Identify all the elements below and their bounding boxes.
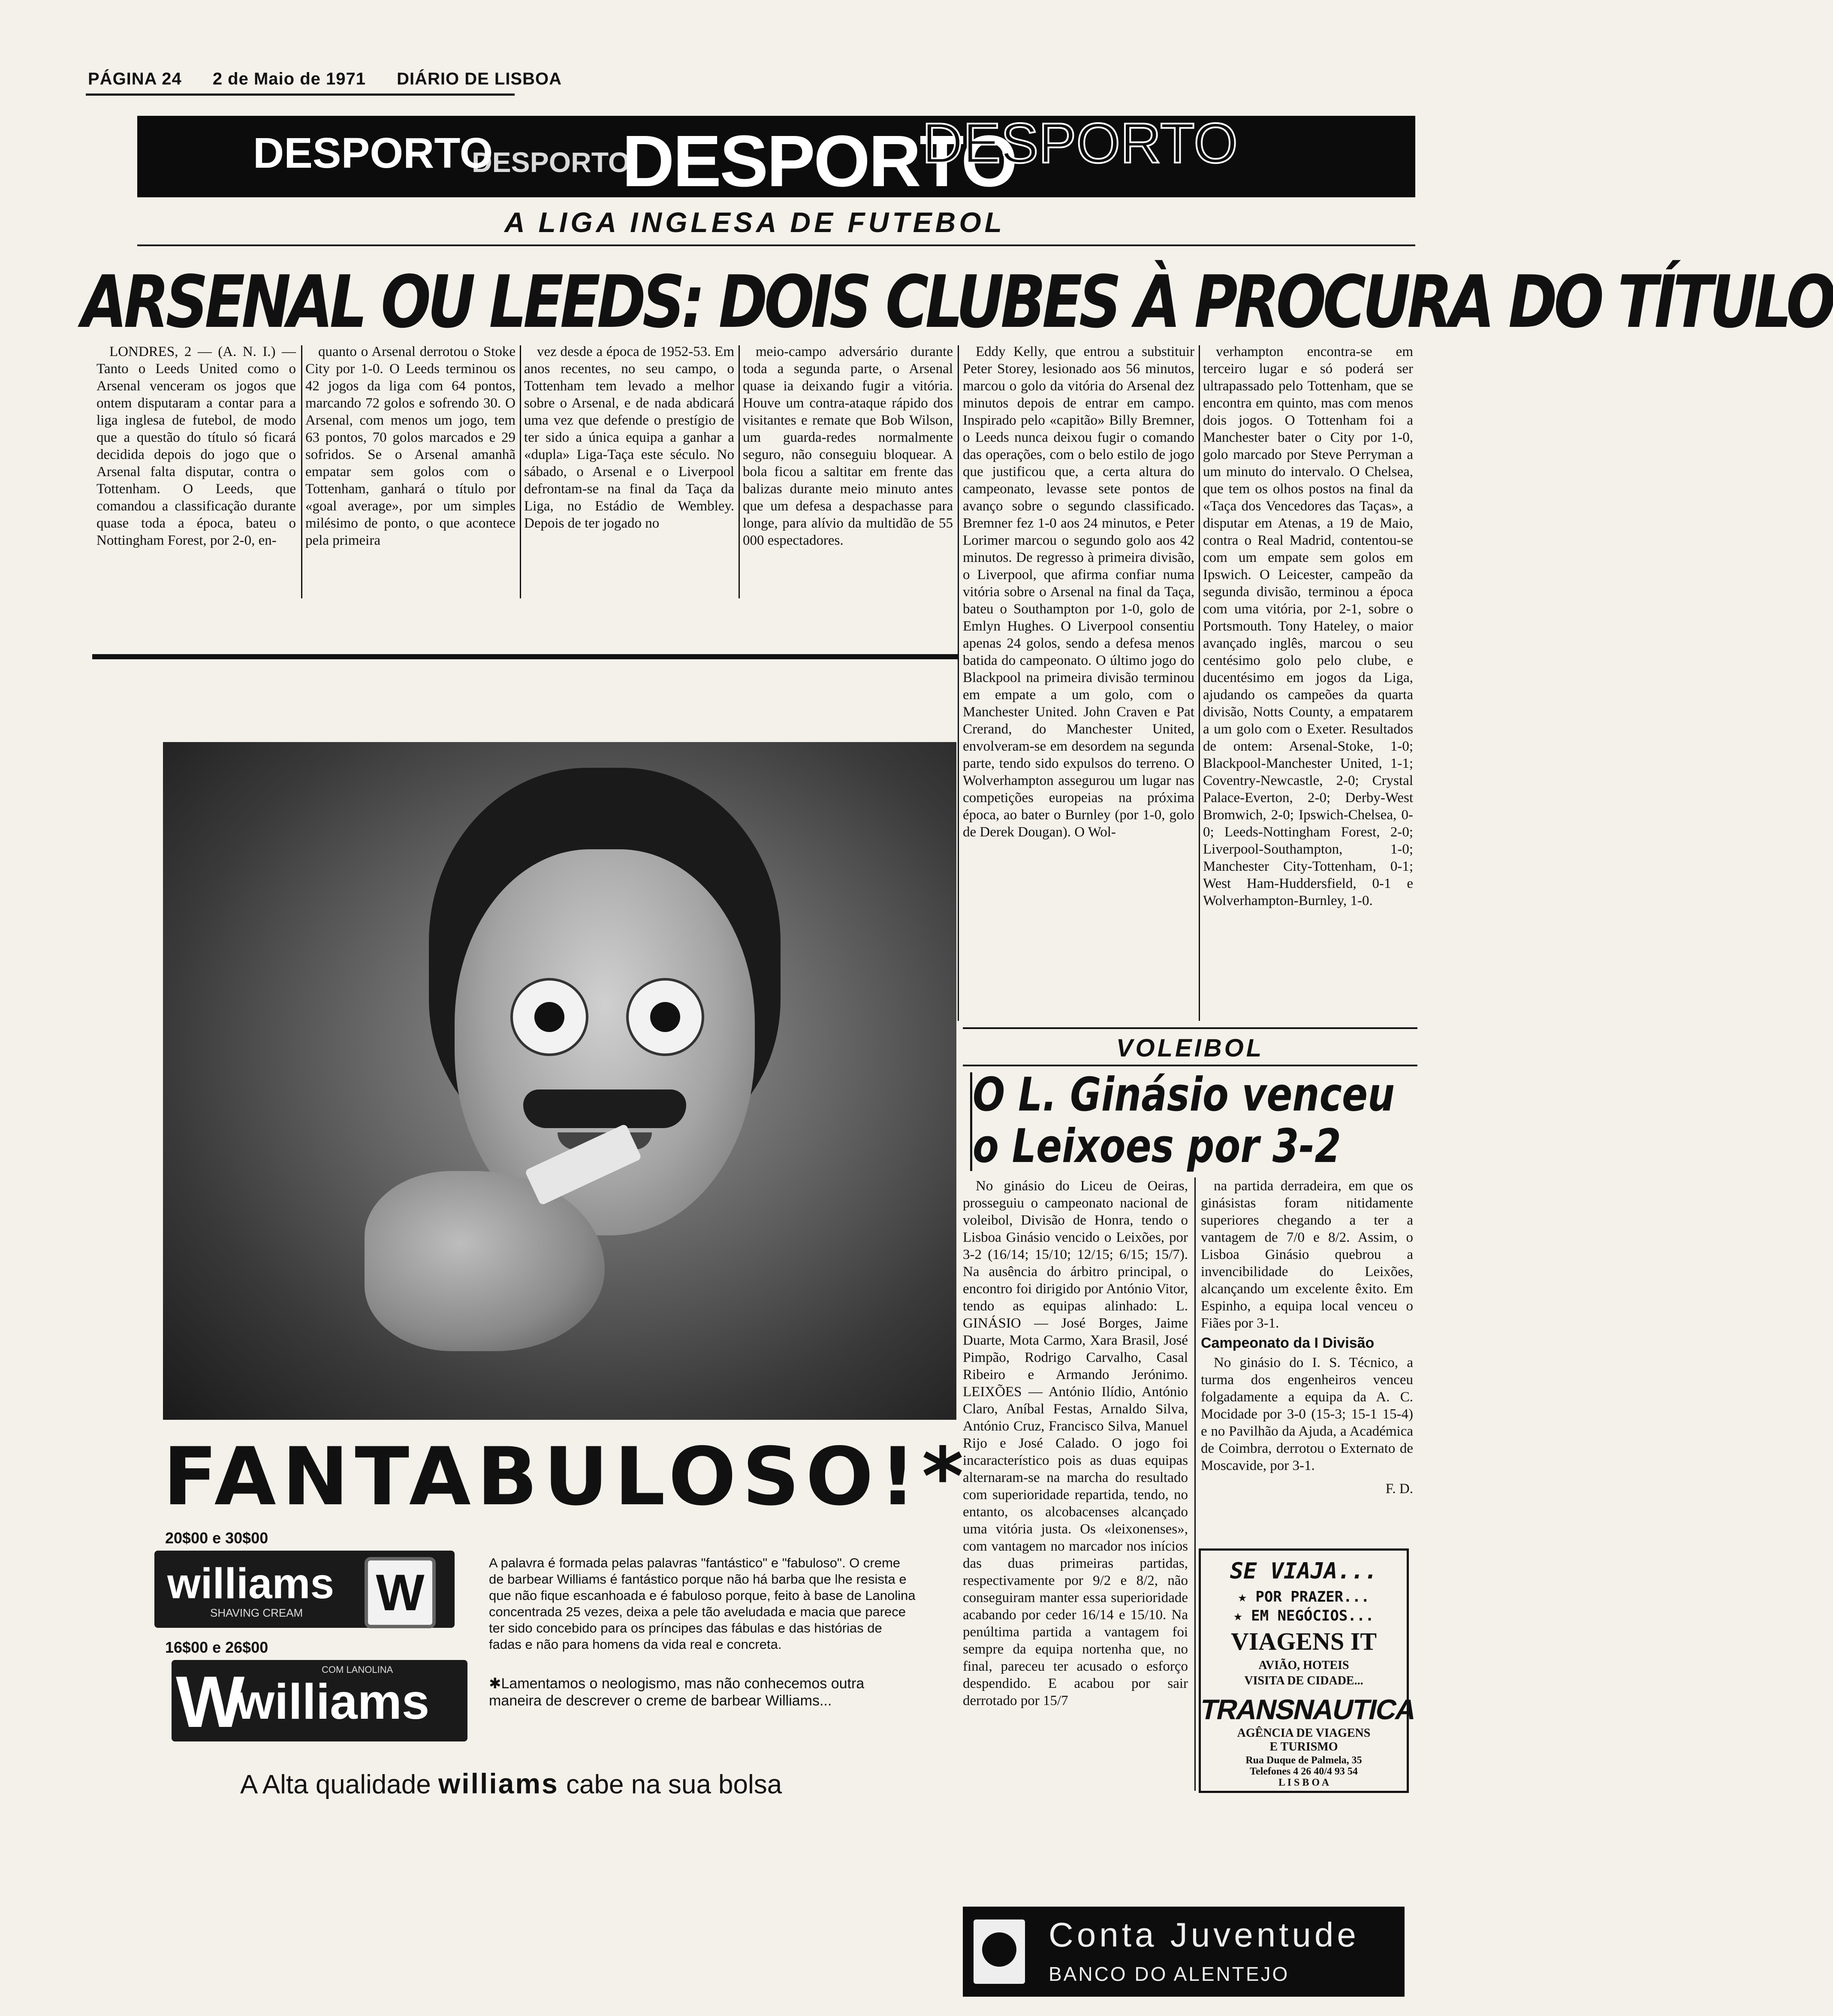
travel-line-7: AGÊNCIA DE VIAGENS: [1237, 1726, 1371, 1740]
column-rule: [301, 345, 302, 598]
column-rule: [739, 345, 740, 598]
slogan-part-b: qualidade: [315, 1770, 431, 1799]
travel-line-6: VISITA DE CIDADE...: [1244, 1674, 1363, 1687]
voleibol-headline-2: o Leixoes por 3-2: [973, 1120, 1341, 1173]
newspaper-name: DIÁRIO DE LISBOA: [397, 69, 562, 88]
travel-line-1: SE VIAJA...: [1230, 1558, 1378, 1584]
column-rule: [520, 345, 521, 598]
voleibol-column-2: [1201, 1177, 1413, 1497]
voleibol-kicker: VOLEIBOL: [1116, 1034, 1264, 1062]
photo-pupil: [534, 1002, 564, 1032]
article-headline: ARSENAL OU LEEDS: DOIS CLUBES À PROCURA DO TÍTULO: [81, 260, 1833, 344]
ad-separator: [92, 654, 959, 659]
article-text-3: vez desde a época de 1952-53. Em anos recentes, no seu campo, o Tottenham tem levado a melhor sobre o Arsenal, e de nada abdicará uma vez que defende o prestígio de ter sido a única equipa a ganhar a «dupla» Liga-Taça este século. No sábado, o Arsenal e o Liverpool defrontam-se na final da Taça da Liga, no Estádio de Wembley. Depois de ter jogado no: [524, 344, 734, 531]
tube-brand: williams: [236, 1674, 430, 1729]
article-text-2: quanto o Arsenal derrotou o Stoke City por 1-0. O Leeds terminou os 42 jogos da liga com 64 pontos, marcando 72 golos e sofrendo 30. O Arsenal, com menos um jogo, tem 63 pontos, 70 golos marcados e 29 sofridos. Se o Arsenal amanhã empatar sem golos com o Tottenham, ganhará o título por «goal average», por um simples milésimo de ponto, o que acontece pela primeira: [305, 344, 516, 548]
margin-bleed: [1475, 77, 1510, 1107]
article-column-1: [96, 343, 296, 549]
article-column-3: [524, 343, 734, 532]
article-kicker: A LIGA INGLESA DE FUTEBOL: [504, 206, 1005, 238]
banner-text-1: DESPORTO: [253, 129, 493, 177]
banner-text-2: DESPORTO: [472, 146, 630, 178]
banner-text-4: DESPORTO: [922, 112, 1238, 175]
photo-mustache: [523, 1089, 686, 1128]
bank-logo-icon: [974, 1919, 1025, 1984]
tube-subtitle: SHAVING CREAM: [210, 1606, 303, 1619]
article-text-1: LONDRES, 2 — (A. N. I.) — Tanto o Leeds United como o Arsenal venceram os jogos que ontem disputaram a contar para a liga inglesa de futebol, de modo que a questão do título só ficará decidida depois do jogo que o Arsenal falta disputar, contra o Tottenham. O Leeds, que comandou a classificação durante quase toda a época, bateu o Nottingham Forest, por 2-0, en-: [96, 344, 296, 548]
banner-text-3: DESPORTO: [622, 121, 1016, 202]
voleibol-text-1: No ginásio do Liceu de Oeiras, prosseguiu o campeonato nacional de voleibol, Divisão de Honra, tendo o Lisboa Ginásio vencido o Leixões, por 3-2 (16/14; 15/10; 12/15; 6/15; 15/7). Na ausência do árbitro principal, o encontro foi dirigido por António Vitor, tendo as equipas alinhado: L. GINÁSIO — José Borges, Jaime Duarte, Mota Carmo, Xara Brasil, José Pimpão, Rodrigo Carvalho, Casal Ribeiro e Armando Jerónimo. LEIXÕES — António Ilídio, António Claro, Aníbal Festas, Arnaldo Silva, António Cruz, Francisco Silva, Manuel Rijo e José Calado. O jogo foi incaracterístico pois as duas equipas alternaram-se na marcha do resultado com superioridade repartida, tendo, no entanto, os alcobacenses alcançado uma vitória justa. Os «leixonenses», com vantagem no marcador nos inícios das duas primeiras partidas, respectivamente por 9/2 e 8/2, não conseguiram manter essa superioridade acabando por ceder 16/14 e 15/10. Na penúltima partida a vantagem foi sempre da equipa nortenha que, no final, pareceu ter acusado o esforço despendido. E acabou por sair derrotado por 15/7: [963, 1178, 1188, 1708]
bank-ad-name: BANCO DO ALENTEJO: [1049, 1963, 1290, 1985]
product-tube-1: [154, 1551, 455, 1628]
page-number: PÁGINA 24: [88, 69, 182, 88]
article-column-4: [743, 343, 953, 549]
travel-ad: [1197, 1548, 1419, 1793]
voleibol-text-2b: No ginásio do I. S. Técnico, a turma dos engenheiros venceu folgadamente a equipa da A. C. Mocidade por 3-0 (15-3; 15-1 15-4) e no Pavilhão da Ajuda, a Académica de Coimbra, derrotou o Externato de Moscavide, por 3-1.: [1201, 1355, 1413, 1473]
article-column-2: [305, 343, 516, 549]
travel-brand: TRANSNAUTICA: [1197, 1693, 1419, 1725]
photo-eye-right: [626, 978, 704, 1056]
slogan-brand: williams: [438, 1768, 559, 1799]
slogan-part-a: A Alta: [240, 1770, 308, 1799]
headline-rule: [970, 1072, 972, 1171]
bank-logo-mark: [982, 1932, 1016, 1967]
travel-line-11: L I S B O A: [1278, 1777, 1330, 1788]
advert-body: A palavra é formada pelas palavras "fantástico" e "fabuloso". O creme de barbear Williams é fantástico porque não há barba que lhe resista e que não fique escanhoada e é fabuloso porque, feito à base de Lanolina concentrada 25 vezes, deixa a pele tão aveludada e macia que parece ter sido concebido para os príncipes das fábulas e das histórias de fadas e não para homens da vida real e concreta.: [489, 1555, 916, 1652]
folio-rule: [86, 94, 515, 96]
column-rule: [1194, 1177, 1196, 1791]
photo-eye-left: [510, 978, 588, 1056]
bank-ad-title: Conta Juventude: [1049, 1916, 1360, 1954]
tube-logo: W: [365, 1557, 436, 1628]
folio: [88, 69, 588, 89]
photo-pupil: [650, 1002, 680, 1032]
travel-line-9: Rua Duque de Palmela, 35: [1245, 1755, 1362, 1766]
advert-photo: [163, 742, 956, 1420]
voleibol-signature: F. D.: [1385, 1481, 1413, 1497]
bank-ad: [963, 1907, 1405, 1997]
slogan-part-d: cabe na sua bolsa: [566, 1770, 782, 1799]
travel-line-5: AVIÃO, HOTEIS: [1258, 1659, 1349, 1672]
travel-line-3: ★ EM NEGÓCIOS...: [1233, 1607, 1374, 1624]
travel-line-8: E TURISMO: [1269, 1740, 1338, 1753]
article-column-5: [963, 343, 1194, 841]
section-rule: [963, 1065, 1417, 1066]
article-column-6: [1203, 343, 1413, 909]
voleibol-text-2: na partida derradeira, em que os ginásistas foram nitidamente superiores chegando a ter a vantagem de 7/0 e 8/2. Assim, o Lisboa Ginásio quebrou a invencibilidade do Leixões, alcançando um excelente êxito. Em Espinho, a equipa local venceu o Fiães por 3-1.: [1201, 1178, 1413, 1331]
section-rule: [963, 1027, 1417, 1029]
tube-brand: williams: [167, 1560, 335, 1608]
kicker-rule: [137, 244, 1415, 246]
tube-logo-letter: W: [176, 1661, 245, 1743]
article-text-4: meio-campo adversário durante toda a segunda parte, o Arsenal quase ia deixando fugir a vitória. Houve um contra-ataque rápido dos visitantes e remate que Bob Wilson, um guarda-redes normalmente seguro, não conseguiu bloquear. A bola ficou a saltitar em frente das balizas durante meio minuto antes que um defesa a despachasse para longe, para alívio da multidão de 55 000 espectadores.: [743, 344, 953, 548]
advert-headline: FANTABULOSO!*: [163, 1430, 970, 1523]
issue-date: 2 de Maio de 1971: [212, 69, 366, 88]
advert-footnote: ✱Lamentamos o neologismo, mas não conhecemos outra maneira de descrever o creme de barbear Williams...: [489, 1675, 865, 1709]
travel-line-2: ★ POR PRAZER...: [1238, 1588, 1370, 1606]
travel-line-4: VIAGENS IT: [1230, 1627, 1377, 1655]
price-label-2: 16$00 e 26$00: [165, 1639, 268, 1656]
product-tube-2: [172, 1660, 467, 1741]
voleibol-headline-1: O L. Ginásio venceu: [973, 1068, 1395, 1122]
voleibol-column-1: [963, 1177, 1188, 1709]
tube-subtitle: COM LANOLINA: [322, 1664, 393, 1675]
section-banner: [137, 112, 1415, 202]
voleibol-subhead: Campeonato da I Divisão: [1201, 1335, 1375, 1351]
column-rule: [1199, 345, 1200, 1021]
price-label-1: 20$00 e 30$00: [165, 1529, 268, 1547]
column-rule: [958, 345, 959, 1021]
travel-line-10: Telefones 4 26 40/4 93 54: [1250, 1766, 1358, 1777]
article-text-5: Eddy Kelly, que entrou a substituir Peter Storey, lesionado aos 56 minutos, marcou o golo da vitória do Arsenal dez minutos depois de entrar em campo. Inspirado pelo «capitão» Billy Bremner, o Leeds nunca deixou fugir o comando das operações, com o belo estilo de jogo que justificou que, a certa altura do campeonato, levasse sete pontos de avanço sobre o segundo classificado. Bremner fez 1-0 aos 24 minutos, e Peter Lorimer marcou o segundo golo aos 42 minutos. De regresso à primeira divisão, o Liverpool, que afirma confiar numa vitória sobre o Arsenal na final da Taça, bateu o Southampton por 1-0, golo de Emlyn Hughes. O Liverpool consentiu apenas 24 golos, sendo a defesa menos batida do campeonato. O último jogo do Blackpool na primeira divisão terminou em empate a um golo, com o Manchester United. John Craven e Pat Crerand, do Manchester United, envolveram-se em desordem na segunda parte, tendo sido expulsos do terreno. O Wolverhampton assegurou um lugar nas competições europeias na próxima época, ao bater o Burnley (por 1-0, golo de Derek Dougan). O Wol-: [963, 344, 1194, 840]
article-text-6: verhampton encontra-se em terceiro lugar e só poderá ser ultrapassado pelo Tottenham, que se encontra em quinto, mas com menos dois jogos. O Tottenham foi a Manchester bater o City por 1-0, golo marcado por Steve Perryman a um minuto do intervalo. O Chelsea, que tem os olhos postos na final da «Taça dos Vencedores das Taças», a disputar em Atenas, a 19 de Maio, contra o Real Madrid, contentou-se com um empate sem golos em Ipswich. O Leicester, campeão da segunda divisão, terminou a época com uma vitória, por 2-1, sobre o Portsmouth. Tony Hateley, o maior avançado inglês, marcou o seu centésimo golo pelo clube, e ducentésimo em jogos da Liga, ajudando os campeões da quarta divisão, Notts County, a empatarem a um golo com o Exeter. Resultados de ontem: Arsenal-Stoke, 1-0; Blackpool-Manchester United, 1-1; Coventry-Newcastle, 2-0; Crystal Palace-Everton, 2-0; Derby-West Bromwich, 2-0; Ipswich-Chelsea, 0-0; Leeds-Nottingham Forest, 2-0; Liverpool-Southampton, 1-0; Manchester City-Tottenham, 0-1; West Ham-Huddersfield, 0-1 e Wolverhampton-Burnley, 1-0.: [1203, 344, 1413, 908]
advert-slogan: [240, 1767, 782, 1800]
